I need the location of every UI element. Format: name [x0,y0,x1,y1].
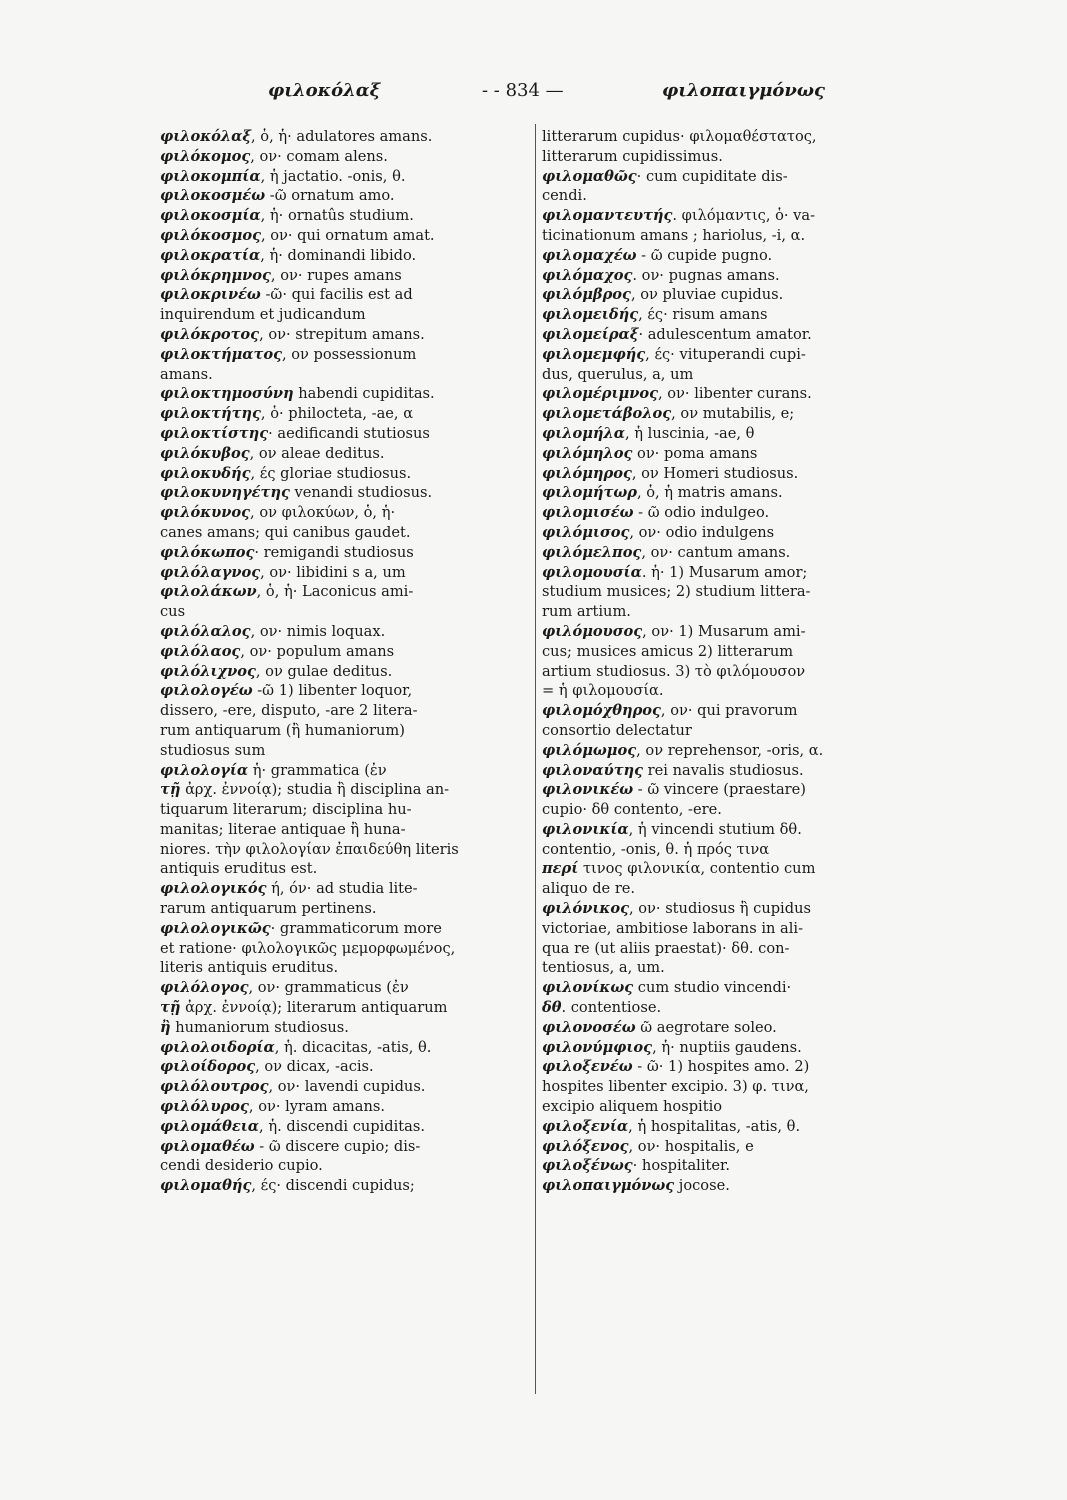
dictionary-line: φιλολογικῶς· grammaticorum more [160,919,442,937]
headword: τῇ [160,999,181,1017]
headword: φιλομαθής [160,1177,252,1195]
dictionary-line: φιλομαθής, ές· discendi cupidus; [160,1177,415,1195]
headword: φιλομέριμνος [542,385,658,403]
headword: φιλονύμφιος [542,1038,653,1056]
headword: φιλοναύτης [542,761,644,779]
dictionary-line: literis antiquis eruditus. [160,959,339,977]
headword: φιλόλυρος [160,1098,249,1116]
dictionary-line: inquirendum et judicandum [160,306,366,324]
headword: φιλόμβρος [542,286,631,304]
dictionary-line: cus [160,603,186,621]
running-head-left: φιλοκόλαξ [268,80,381,101]
dictionary-line: φιλομειδής, ές· risum amans [542,306,768,324]
headword: φιλοκομπία [160,167,261,185]
dictionary-line: φιλοναύτης rei navalis studiosus. [542,761,804,779]
headword: φιλόμελπος [542,543,642,561]
headword: φιλονικέω [542,781,634,799]
headword: φιλόλαγνος [160,563,261,581]
headword: περί [542,860,579,878]
headword: φιλόνικος [542,900,629,918]
headword: φιλόκομος [160,147,251,165]
dictionary-line: φιλολοιδορία, ἡ. dicacitas, -atis, θ. [160,1038,432,1056]
headword: φιλοκρατία [160,246,261,264]
dictionary-line: φιλομέριμνος, ον· libenter curans. [542,385,812,403]
dictionary-line: δθ. contentiose. [542,999,662,1017]
headword: φιλονοσέω [542,1018,636,1036]
dictionary-line: φιλοκυνηγέτης venandi studiosus. [160,484,433,502]
dictionary-line: φιλόκωπος· remigandi studiosus [160,543,414,561]
dictionary-line: excipio aliquem hospitio [542,1098,723,1116]
dictionary-line: et ratione· φιλολογικῶς μεμορφωμένος, [160,939,456,957]
dictionary-line: φιλομισέω - ῶ odio indulgeo. [542,504,770,522]
dictionary-line: φιλόμβρος, ον pluviae cupidus. [542,286,784,304]
dictionary-line: φιλομήτωρ, ὁ, ἡ matris amans. [542,484,783,502]
headword: φιλομαθέω [160,1137,255,1155]
dictionary-line: φιλόκομος, ον· comam alens. [160,147,388,165]
headword: φιλοξένως [542,1157,633,1175]
column-divider [535,124,536,1394]
dictionary-line: φιλόμισος, ον· odio indulgens [542,523,775,541]
headword: φιλολογία [160,761,249,779]
dictionary-line: περί τινος φιλονικία, contentio cum [542,860,816,878]
dictionary-line: φιλόκοσμος, ον· qui ornatum amat. [160,226,435,244]
headword: φιλόλουτρος [160,1078,269,1096]
dictionary-line: φιλόκυβος, ον aleae deditus. [160,444,385,462]
dictionary-line: aliquo de re. [542,880,636,898]
dictionary-line: φιλομετάβολος, ον mutabilis, e; [542,405,795,423]
dictionary-line: qua re (ut aliis praestat)· δθ. con- [542,939,790,957]
dictionary-line: rum artium. [542,603,631,621]
headword: φιλόξενος [542,1137,629,1155]
headword: φιλόκωπος [160,543,255,561]
headword: φιλομόχθηρος [542,702,661,720]
headword: φιλομείραξ [542,325,639,343]
headword: φιλόκυβος [160,444,250,462]
dictionary-line: φιλόκρημνος, ον· rupes amans [160,266,402,284]
dictionary-line: ticinationum amans ; hariolus, -i, α. [542,226,806,244]
headword: φιλοξενία [542,1117,629,1135]
dictionary-line: φιλόμουσος, ον· 1) Musarum ami- [542,622,806,640]
dictionary-line: φιλόλαλος, ον· nimis loquax. [160,622,386,640]
dictionary-line: φιλομήλα, ἡ luscinia, -ae, θ [542,424,755,442]
dictionary-line: cus; musices amicus 2) litterarum [542,642,794,660]
dictionary-line: dus, querulus, a, um [542,365,694,383]
headword: φιλοπαιγμόνως [542,1177,675,1195]
dictionary-line: φιλόξενος, ον· hospitalis, e [542,1137,754,1155]
headword: φιλόμισος [542,523,630,541]
headword: φιλόμουσος [542,622,643,640]
headword: φιλόκροτος [160,325,260,343]
dictionary-line: φιλομαθέω - ῶ discere cupio; dis- [160,1137,421,1155]
running-head-right: φιλοπαιγμόνως [662,80,826,101]
headword: φιλόκοσμος [160,226,261,244]
dictionary-line: φιλοκτήτης, ὁ· philocteta, -ae, α [160,405,414,423]
headword: φιλόμωμος [542,741,637,759]
page-number: - - 834 — [482,80,564,101]
dictionary-line: φιλονικέω - ῶ vincere (praestare) [542,781,806,799]
dictionary-line: studium musices; 2) studium littera- [542,583,811,601]
headword: φιλοκτημοσύνη [160,385,294,403]
dictionary-line: tiquarum literarum; disciplina hu- [160,801,412,819]
dictionary-line: manitas; literae antiquae ἢ huna- [160,820,406,838]
headword: φιλολογέω [160,682,253,700]
headword: φιλοκτήματος [160,345,282,363]
dictionary-line: τῇ ἀρχ. ἐννοίᾳ); studia ἢ disciplina an- [160,781,450,799]
headword: φιλοκυνηγέτης [160,484,290,502]
dictionary-line: tentiosus, a, um. [542,959,665,977]
dictionary-line: studiosus sum [160,741,266,759]
dictionary-line: contentio, -onis, θ. ἡ πρός τινα [542,840,770,858]
headword: φιλοκρινέω [160,286,261,304]
headword: φιλομάθεια [160,1117,260,1135]
dictionary-line: φιλομάθεια, ἡ. discendi cupiditas. [160,1117,425,1135]
dictionary-line: φιλομαχέω - ῶ cupide pugno. [542,246,773,264]
dictionary-line: φιλοκρατία, ἡ· dominandi libido. [160,246,417,264]
dictionary-line: hospites libenter excipio. 3) φ. τινα, [542,1078,809,1096]
dictionary-line: litterarum cupidissimus. [542,147,723,165]
left-column [160,127,530,1196]
headword: φιλομαντευτής [542,207,673,225]
dictionary-line: φιλολογέω -ῶ 1) libenter loquor, [160,682,413,700]
right-column [542,127,900,1196]
headword: φιλόλιχνος [160,662,256,680]
headword: φιλομουσία [542,563,642,581]
dictionary-line: φιλόλουτρος, ον· lavendi cupidus. [160,1078,426,1096]
dictionary-line: consortio delectatur [542,721,692,739]
dictionary-line: litterarum cupidus· φιλομαθέστατος, [542,128,817,145]
headword: τῇ [160,781,181,799]
headword: φιλομετάβολος [542,405,672,423]
dictionary-line: φιλοπαιγμόνως jocose. [542,1177,730,1195]
dictionary-line: τῇ ἀρχ. ἐννοίᾳ); literarum antiquarum [160,999,448,1017]
dictionary-line: niores. τὴν φιλολογίαν ἐπαιδεύθη literis [160,840,459,858]
dictionary-line: cupio· δθ contento, -ere. [542,801,722,819]
dictionary-line: φιλομουσία. ἡ· 1) Musarum amor; [542,563,808,581]
headword: φιλολογικῶς [160,919,271,937]
headword: φιλολογικός [160,880,267,898]
dictionary-line: φιλόμηλος ον· poma amans [542,444,758,462]
dictionary-line: φιλομόχθηρος, ον· qui pravorum [542,702,798,720]
headword: φιλοκοσμέω [160,187,266,205]
dictionary-line: φιλόνικος, ον· studiosus ἢ cupidus [542,900,811,918]
dictionary-line: φιλόμελπος, ον· cantum amans. [542,543,791,561]
dictionary-line: φιλονικία, ἡ vincendi stutium δθ. [542,820,802,838]
dictionary-line: ἢ humaniorum studiosus. [160,1018,349,1036]
dictionary-line: artium studiosus. 3) τὸ φιλόμουσον [542,662,806,680]
dictionary-line: φιλοκυδής, ές gloriae studiosus. [160,464,412,482]
dictionary-line: canes amans; qui canibus gaudet. [160,523,411,541]
dictionary-line: φιλομαθῶς· cum cupiditate dis- [542,167,788,185]
dictionary-line: φιλοκόλαξ, ὁ, ἡ· adulatores amans. [160,128,433,145]
headword: φιλονίκως [542,979,634,997]
headword: φιλόμαχος [542,266,633,284]
headword: φιλόλαλος [160,622,251,640]
headword: φιλόμηρος [542,464,632,482]
dictionary-line: φιλοξένως· hospitaliter. [542,1157,731,1175]
headword: φιλοκοσμία [160,207,261,225]
dictionary-line: antiquis eruditus est. [160,860,318,878]
headword: φιλοκόλαξ [160,128,252,145]
headword: ἢ [160,1018,171,1036]
headword: φιλονικία [542,820,629,838]
dictionary-line: φιλομεμφής, ές· vituperandi cupi- [542,345,806,363]
dictionary-line: φιλοξενία, ἡ hospitalitas, -atis, θ. [542,1117,801,1135]
headword: φιλομεμφής [542,345,646,363]
dictionary-line: φιλολογία ἡ· grammatica (ἐν [160,761,387,779]
dictionary-line: φιλόμηρος, ον Homeri studiosus. [542,464,799,482]
dictionary-line: φιλονοσέω ῶ aegrotare soleo. [542,1018,777,1036]
dictionary-line: φιλόκροτος, ον· strepitum amans. [160,325,425,343]
dictionary-line: φιλοκτημοσύνη habendi cupiditas. [160,385,435,403]
dictionary-line: cendi desiderio cupio. [160,1157,323,1175]
dictionary-line: φιλόλογος, ον· grammaticus (ἐν [160,979,409,997]
dictionary-line: cendi. [542,187,587,205]
dictionary-line: φιλονύμφιος, ἡ· nuptiis gaudens. [542,1038,802,1056]
headword: φιλομειδής [542,306,639,324]
dictionary-line: φιλοκοσμέω -ῶ ornatum amo. [160,187,395,205]
headword: φιλοκτίστης [160,424,269,442]
dictionary-line: φιλοξενέω - ῶ· 1) hospites amo. 2) [542,1058,810,1076]
dictionary-line: φιλομαντευτής. φιλόμαντις, ὁ· va- [542,207,816,225]
dictionary-line: φιλόλυρος, ον· lyram amans. [160,1098,385,1116]
headword: φιλόκρημνος [160,266,271,284]
dictionary-line: = ἡ φιλομουσία. [542,682,664,700]
dictionary-line: φιλόκυνος, ον φιλοκύων, ὁ, ἡ· [160,504,396,522]
headword: φιλομισέω [542,504,634,522]
headword: φιλόμηλος [542,444,633,462]
headword: φιλομήτωρ [542,484,637,502]
headword: φιλοκτήτης [160,405,261,423]
dictionary-line: φιλοκοσμία, ἡ· ornatûs studium. [160,207,414,225]
dictionary-line: φιλονίκως cum studio vincendi· [542,979,792,997]
headword: φιλόκυνος [160,504,251,522]
dictionary-line: φιλολογικός ή, όν· ad studia lite- [160,880,418,898]
headword: δθ [542,999,562,1017]
dictionary-line: φιλοκομπία, ἡ jactatio. -onis, θ. [160,167,406,185]
dictionary-line: amans. [160,365,213,383]
headword: φιλομαχέω [542,246,637,264]
dictionary-line: φιλομείραξ· adulescentum amator. [542,325,812,343]
headword: φιλολοιδορία [160,1038,275,1056]
headword: φιλολάκων [160,583,257,601]
dictionary-line: dissero, -ere, disputo, -are 2 litera- [160,702,418,720]
dictionary-line: φιλόλιχνος, ον gulae deditus. [160,662,393,680]
headword: φιλομήλα [542,424,625,442]
dictionary-line: rarum antiquarum pertinens. [160,900,377,918]
headword: φιλόλογος [160,979,249,997]
headword: φιλόλαος [160,642,241,660]
dictionary-line: φιλολάκων, ὁ, ἡ· Laconicus ami- [160,583,414,601]
dictionary-line: φιλόμαχος. ον· pugnas amans. [542,266,780,284]
dictionary-line: φιλοίδορος, ον dicax, -acis. [160,1058,374,1076]
dictionary-line: φιλόλαγνος, ον· libidini s a, um [160,563,406,581]
dictionary-line: φιλόμωμος, ον reprehensor, -oris, α. [542,741,824,759]
headword: φιλοίδορος [160,1058,256,1076]
dictionary-line: φιλόλαος, ον· populum amans [160,642,395,660]
dictionary-line: φιλοκρινέω -ῶ· qui facilis est ad [160,286,413,304]
dictionary-line: φιλοκτίστης· aedificandi stutiosus [160,424,430,442]
headword: φιλοκυδής [160,464,251,482]
dictionary-line: φιλοκτήματος, ον possessionum [160,345,417,363]
dictionary-line: victoriae, ambitiose laborans in ali- [542,919,803,937]
dictionary-line: rum antiquarum (ἢ humaniorum) [160,721,405,739]
headword: φιλοξενέω [542,1058,633,1076]
headword: φιλομαθῶς [542,167,637,185]
